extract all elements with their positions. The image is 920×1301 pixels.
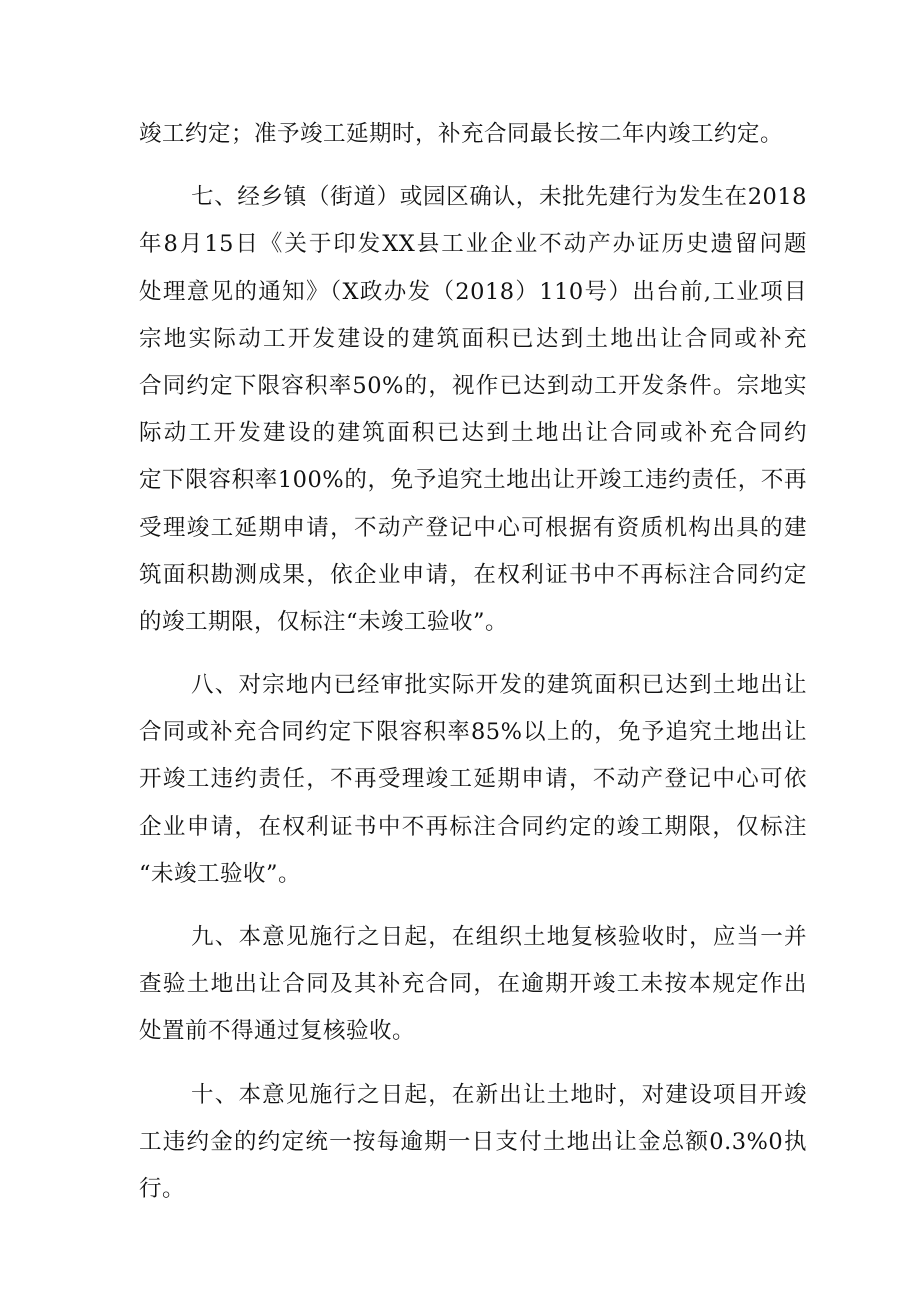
- paragraph-seven: [139, 174, 807, 646]
- paragraph-continuation: [139, 111, 807, 158]
- text-line: 企业申请，在权利证书中不再标注合同约定的竣工期限，仅标注: [139, 813, 807, 840]
- text-line: 行。: [139, 1175, 186, 1202]
- text-line: 处置前不得通过复核验收。: [139, 1018, 416, 1045]
- text-line: 筑面积勘测成果，依企业申请，在权利证书中不再标注合同约定: [139, 561, 807, 588]
- text-line: 竣工约定；准予竣工延期时，补充合同最长按二年内竣工约定。: [139, 121, 784, 147]
- text-line: 定下限容积率100%的，免予追究土地出让开竣工违约责任，不再: [139, 467, 807, 494]
- text-line: 开竣工违约责任，不再受理竣工延期申请，不动产登记中心可依: [139, 766, 807, 793]
- text-line: 受理竣工延期申请，不动产登记中心可根据有资质机构出具的建: [139, 514, 807, 541]
- text-line: 合同或补充合同约定下限容积率85%以上的，免予追究土地出让: [139, 719, 807, 746]
- text-line: 宗地实际动工开发建设的建筑面积已达到土地出让合同或补充: [139, 325, 807, 352]
- text-line: “未竣工验收”。: [139, 860, 302, 887]
- paragraph-ten: [139, 1072, 807, 1214]
- text-line: 际动工开发建设的建筑面积已达到土地出让合同或补充合同约: [139, 420, 807, 447]
- text-line: 八、对宗地内已经审批实际开发的建筑面积已达到土地出让: [191, 672, 807, 699]
- paragraph-eight: [139, 662, 807, 898]
- text-line: 处理意见的通知》（X政办发（2018）110号）出台前,工业项目: [139, 278, 807, 305]
- text-line: 工违约金的约定统一按每逾期一日支付土地出让金总额0.3%0执: [139, 1128, 807, 1155]
- text-line: 七、经乡镇（街道）或园区确认，未批先建行为发生在2018: [191, 184, 807, 211]
- text-line: 年8月15日《关于印发XX县工业企业不动产办证历史遗留问题: [139, 231, 807, 258]
- text-line: 九、本意见施行之日起，在组织土地复核验收时，应当一并: [191, 924, 807, 950]
- paragraph-nine: [139, 914, 807, 1056]
- text-line: 十、本意见施行之日起，在新出让土地时，对建设项目开竣: [191, 1081, 807, 1108]
- document-body: [139, 111, 807, 1213]
- text-line: 合同约定下限容积率50%的，视作已达到动工开发条件。宗地实: [139, 372, 807, 399]
- text-line: 查验土地出让合同及其补充合同，在逾期开竣工未按本规定作出: [139, 971, 807, 998]
- text-line: 的竣工期限，仅标注“未竣工验收”。: [139, 608, 509, 635]
